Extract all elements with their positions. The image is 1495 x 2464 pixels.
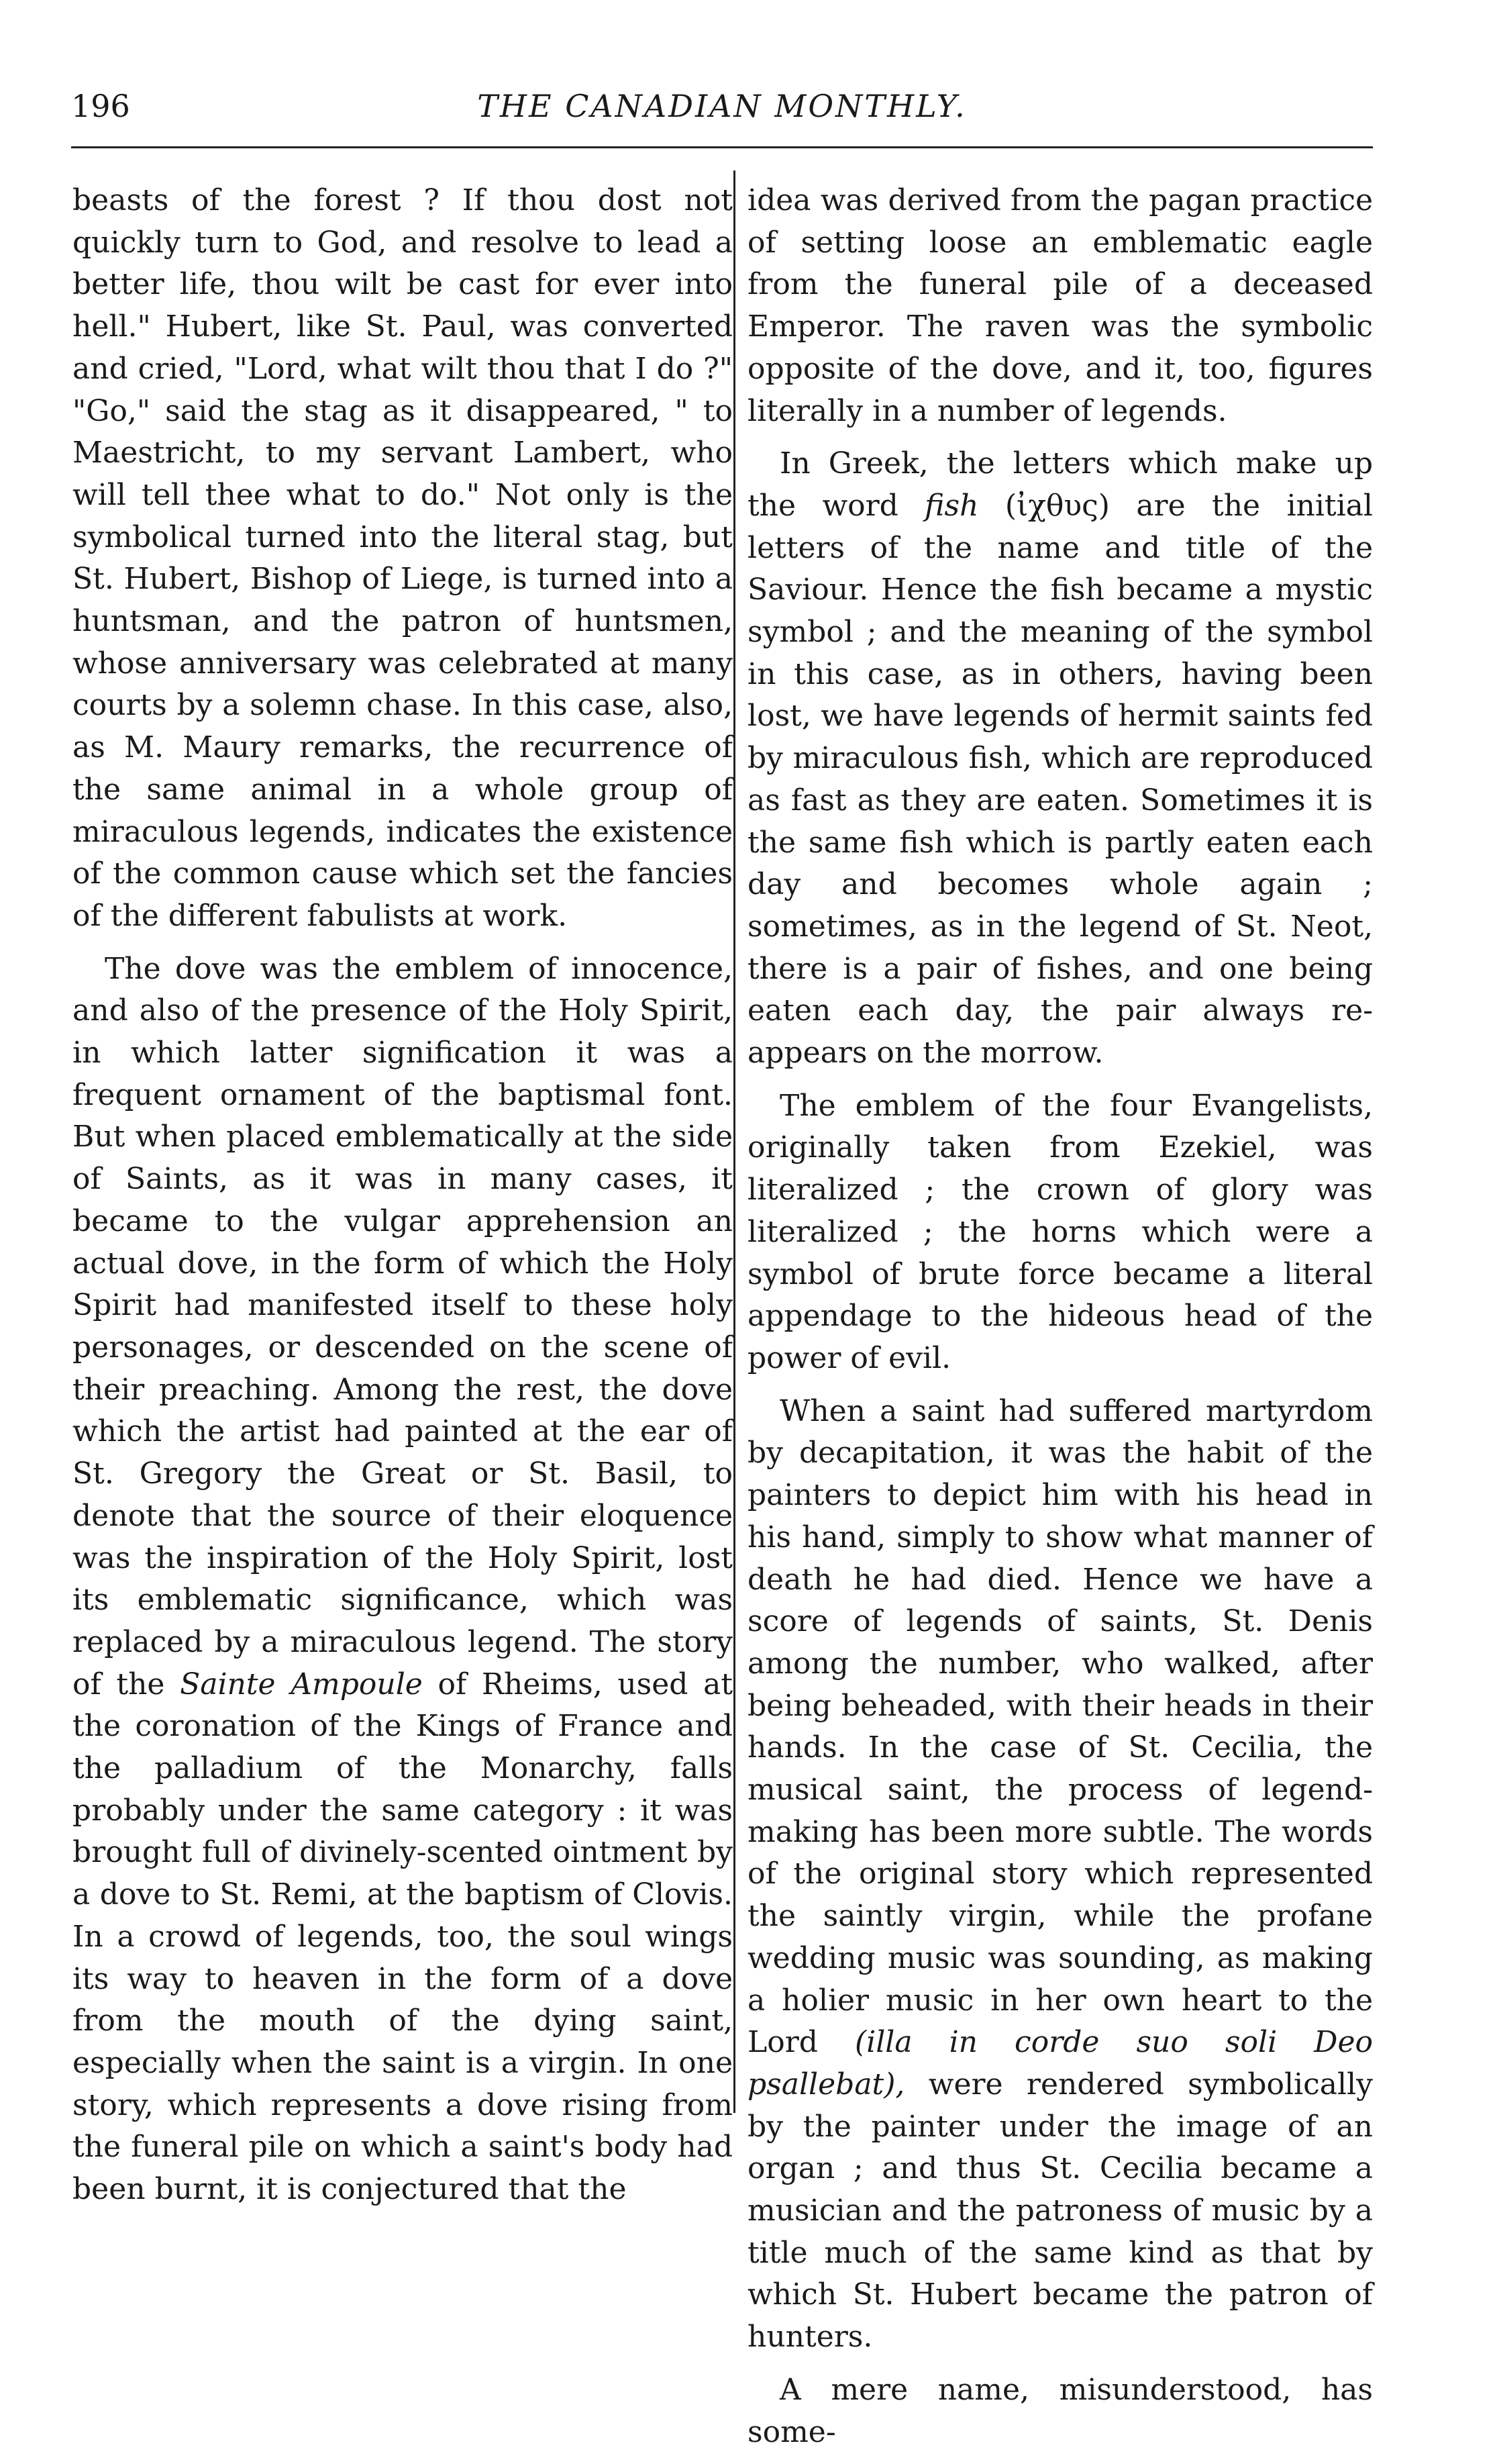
paragraph-text: (ἰχθυς) are the initial letters of the name and title of the Saviour. Hence the fish became a mystic symbol ; and the meaning of the symbol in this case, as in others, having been lost, we have legends of hermit saints fed by miraculous fish, which are reproduced as fast as they are eaten. Sometimes it is the same fish which is partly eaten each day and becomes whole again ; sometimes, as in the legend of St. Neot, there is a pair of fishes, and one being eaten each day, the pair always re-appears on the morrow. xyxy=(748,488,1373,1071)
italic-word: fish xyxy=(925,488,979,523)
paragraph-text: of Rheims, used at the coronation of the Kings of France and the palladium of the Monarchy, falls probably under the same category : it was brought full of divinely-scented ointment by a dove to St. Remi, at the baptism of Clovis. In a crowd of legends, too, the soul wings its way to heaven in the form of a dove from the mouth of the dying saint, especially when the saint is a virgin. In one story, which represents a dove rising from the funeral pile on which a saint's body had been burnt, it is conjectured that the xyxy=(72,1667,733,2207)
paragraph xyxy=(748,180,1373,432)
running-title: THE CANADIAN MONTHLY. xyxy=(477,88,967,124)
column-divider xyxy=(733,170,735,2113)
paragraph xyxy=(748,1391,1373,2359)
paragraph-text: The dove was the emblem of innocence, and also of the presence of the Holy Spirit, in which latter signification it was a frequent ornament of the baptismal font. But when placed emblematically at the side of Saints, as it was in many cases, it became to the vulgar apprehension an actual dove, in the form of which the Holy Spirit had manifested itself to these holy personages, or descended on the scene of their preaching. Among the rest, the dove which the artist had painted at the ear of St. Gregory the Great or St. Basil, to denote that the source of their eloquence was the inspiration of the Holy Spirit, lost its emblematic significance, which was replaced by a miraculous legend. The story of the xyxy=(72,951,733,1702)
paragraph-text: idea was derived from the pagan practice of setting loose an emblematic eagle from the funeral pile of a deceased Emperor. The raven was the symbolic opposite of the dove, and it, too, figures literally in a number of legends. xyxy=(748,183,1373,428)
paragraph xyxy=(748,2369,1373,2453)
paragraph-text: were rendered symbolically by the painter under the image of an organ ; and thus St. Cecilia became a musician and the patroness of music by a title much of the same kind as that by which St. Hubert became the patron of hunters. xyxy=(748,2067,1373,2355)
paragraph xyxy=(748,1085,1373,1380)
page-header xyxy=(71,86,1373,126)
paragraph xyxy=(748,443,1373,1075)
paragraph-text: A mere name, misunderstood, has some- xyxy=(748,2372,1373,2449)
header-rule xyxy=(71,146,1373,148)
paragraph-text: When a saint had suffered martyrdom by decapitation, it was the habit of the painters to depict him with his head in his hand, simply to show what manner of death he had died. Hence we have a score of legends of saints, St. Denis among the number, who walked, after being beheaded, with their heads in their hands. In the case of St. Cecilia, the musical saint, the process of legend-making has been more subtle. The words of the original story which represented the saintly virgin, while the profane wedding music was sounding, as making a holier music in her own heart to the Lord xyxy=(748,1393,1373,2060)
right-column xyxy=(748,180,1373,2464)
paragraph xyxy=(72,948,733,2211)
page-number: 196 xyxy=(71,88,130,124)
italic-title: Sainte Ampoule xyxy=(180,1667,423,1702)
paragraph-text: The emblem of the four Evangelists, originally taken from Ezekiel, was literalized ; the crown of glory was literalized ; the horns which were a symbol of brute force became a literal appendage to the hideous head of the power of evil. xyxy=(748,1088,1373,1375)
paragraph xyxy=(72,180,733,938)
latin-quotation: (illa in corde suo soli Deo psallebat), xyxy=(748,2025,1373,2102)
paragraph-text: In Greek, the letters which make up the word xyxy=(748,446,1373,523)
left-column xyxy=(72,180,733,2222)
paragraph-text: beasts of the forest ? If thou dost not quickly turn to God, and resolve to lead a better life, thou wilt be cast for ever into hell." Hubert, like St. Paul, was converted and cried, "Lord, what wilt thou that I do ?" "Go," said the stag as it disappeared, " to Maestricht, to my servant Lambert, who will tell thee what to do." Not only is the symbolical turned into the literal stag, but St. Hubert, Bishop of Liege, is turned into a huntsman, and the patron of huntsmen, whose anniversary was celebrated at many courts by a solemn chase. In this case, also, as M. Maury remarks, the recurrence of the same animal in a whole group of miraculous legends, indicates the existence of the common cause which set the fancies of the different fabulists at work. xyxy=(72,183,733,933)
